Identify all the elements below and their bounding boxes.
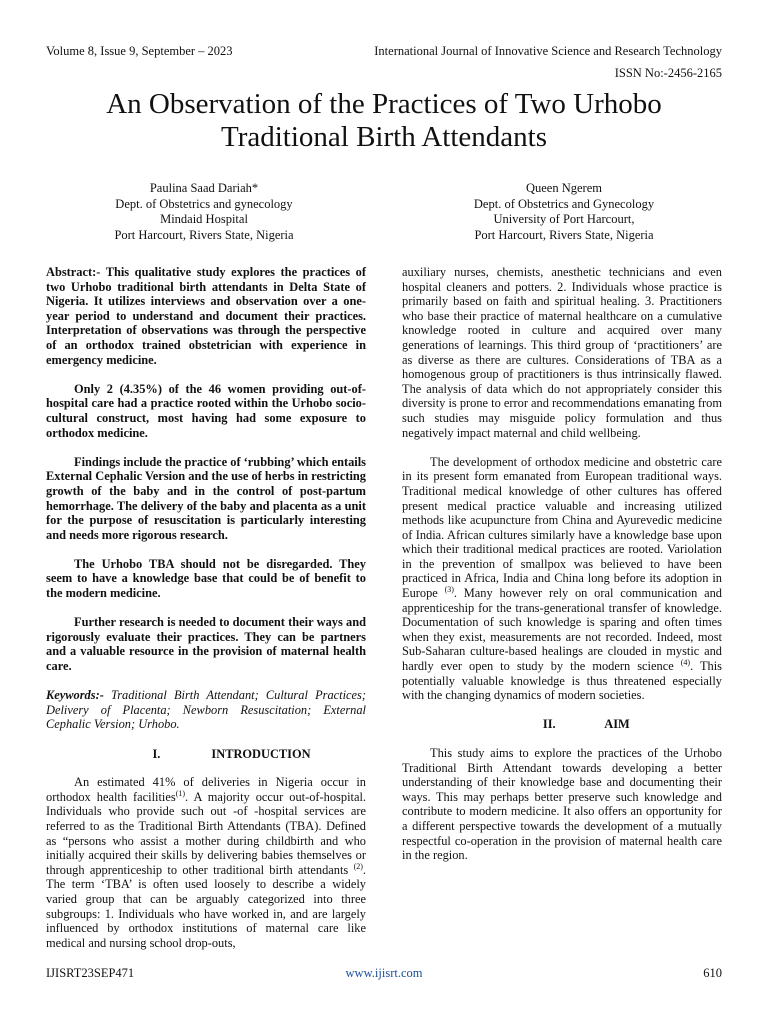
citation-ref: (2) bbox=[353, 861, 363, 871]
abstract-paragraph: Abstract:- This qualitative study explores the practices of two Urhobo traditional birth attendants in Delta State of Nigeria. It utilizes interviews and observation over a one-year period to understand and document their practices. Interpretation of observations was through the perspective of an orthodox trained obstetrician with experience in emergency medicine. bbox=[46, 265, 366, 367]
author-block-1 bbox=[44, 181, 364, 243]
author-dept: Dept. of Obstetrics and gynecology bbox=[115, 196, 293, 211]
abstract-paragraph: Further research is needed to document their ways and rigorously evaluate their practices. They can be partners and a valuable resource in the provision of maternal health care. bbox=[46, 615, 366, 674]
body-paragraph: The development of orthodox medicine and obstetric care in its present form emanated from European traditional ways. Traditional medical knowledge of other cultures has offered present medical practice valuable and increasing utilized methods like acupuncture from China and Ayurevedic medicine of India. African cultures similarly have a knowledge base upon which their traditional medical practices are rooted. Variolation in the prevention of smallpox was believed to have been practiced in Africa, India and China long before its adoption in Europe $^{(3)}$. Many however rely on oral communication and apprenticeship for the trans-generational transfer of knowledge. Documentation of such knowledge is sparing and often times when they exist, measurements are not recorded. Indeed, most Sub-Saharan culture-based healings are clouded in mystic and hardly ever open to study by the modern science $^{(4)}$. This potentially valuable knowledge is thus threatened especially with the changing dynamics of modern societies. bbox=[402, 454, 723, 703]
abstract-paragraph: Findings include the practice of ‘rubbing’ which entails External Cephalic Version and the use of herbs in restricting growth of the baby and in the control of post-partum hemorrhage. The delivery of the baby and placenta as a unit for the purpose of resuscitation is particularly interesting and needs more rigorous research. bbox=[46, 454, 367, 542]
author-block-2 bbox=[404, 181, 724, 243]
author-name: Queen Ngerem bbox=[525, 181, 602, 195]
keywords bbox=[46, 688, 366, 732]
section-number: II. bbox=[542, 717, 556, 732]
left-column bbox=[46, 265, 366, 965]
section-title: INTRODUCTION bbox=[211, 746, 311, 761]
keywords-text: Traditional Birth Attendant; Cultural Practices; Delivery of Placenta; Newborn Resuscitation; External Cephalic Version; Urhobo. bbox=[46, 688, 366, 732]
citation-ref: (4) bbox=[680, 657, 691, 667]
author-name: Paulina Saad Dariah* bbox=[149, 181, 259, 195]
volume-info: Volume 8, Issue 9, September – 2023 bbox=[46, 44, 233, 58]
page-number: 610 bbox=[703, 966, 722, 980]
right-column bbox=[402, 265, 722, 877]
body-paragraph: auxiliary nurses, chemists, anesthetic technicians and even hospital cleaners and potters. 2. Individuals whose practice is primarily based on faith and spiritual healing. 3. Practitioners who base their practice of maternal healthcare on a cumulative knowledge rooted in culture and acquired over many generations of learnings. This third group of ‘practitioners’ are as diverse as there are cultures. Considerations of TBA as a homogenous group of practitioners is thus intrinsically flawed. The analysis of data which do not appropriately consider this diversity is prone to error and recommendations emanating from such studies may misguide policy formulation and thus negatively impact maternal and child wellbeing. bbox=[402, 265, 722, 440]
aim-paragraph: This study aims to explore the practices of the Urhobo Traditional Birth Attendant towards developing a better understanding of their knowledge base and documenting their ways. This may perhaps better preserve such knowledge and contribute to modern medicine. It also offers an opportunity for a different perspective towards the development of a mutually respectful co-operation in the provision of maternal health care in the region. bbox=[402, 746, 722, 863]
journal-url-link[interactable]: www.ijisrt.com bbox=[345, 966, 423, 980]
author-dept: Dept. of Obstetrics and Gynecology bbox=[473, 196, 655, 211]
citation-ref: (3) bbox=[444, 584, 454, 594]
author-location: Port Harcourt, Rivers State, Nigeria bbox=[114, 227, 294, 242]
paper-id: IJISRT23SEP471 bbox=[46, 966, 135, 980]
abstract-paragraph: The Urhobo TBA should not be disregarded. They seem to have a knowledge base that could be of benefit to the modern medicine. bbox=[46, 556, 366, 601]
journal-name: International Journal of Innovative Science and Research Technology bbox=[374, 44, 722, 58]
section-title: AIM bbox=[604, 717, 630, 732]
abstract-paragraph: Only 2 (4.35%) of the 46 women providing out-of-hospital care had a practice rooted within the Urhobo socio-cultural construct, most having had some exposure to orthodox medicine. bbox=[46, 381, 366, 440]
keywords-label: Keywords:- bbox=[46, 688, 104, 703]
introduction-paragraph: An estimated 41% of deliveries in Nigeria occur in orthodox health facilities$^{(1)}$. A majority occur out-of-hospital. Individuals who provide such out -of -hospital services are referred to as the Traditional Birth Attendants (TBA). Defined as “persons who assist a mother during childbirth and who initially acquired their skills by delivering babies themselves or through apprenticeship to other traditional birth attendants $^{(2)}$. The term ‘TBA’ is often used loosely to describe a widely varied group that can be arguably categorized into three subgroups: 1. Individuals who have worked in, and are largely influenced by orthodox institutions of maternal care like medical and nursing school drop-outs, bbox=[46, 775, 366, 950]
author-institution: Mindaid Hospital bbox=[160, 212, 248, 226]
issn: ISSN No:-2456-2165 bbox=[614, 66, 722, 80]
section-number: I. bbox=[152, 746, 161, 761]
section-heading-introduction bbox=[46, 747, 366, 762]
author-location: Port Harcourt, Rivers State, Nigeria bbox=[474, 227, 654, 242]
citation-ref: (1) bbox=[175, 788, 186, 798]
author-institution: University of Port Harcourt, bbox=[493, 212, 635, 226]
paper-title: An Observation of the Practices of Two Urhobo Traditional Birth Attendants bbox=[106, 88, 662, 153]
section-heading-aim bbox=[402, 717, 722, 732]
